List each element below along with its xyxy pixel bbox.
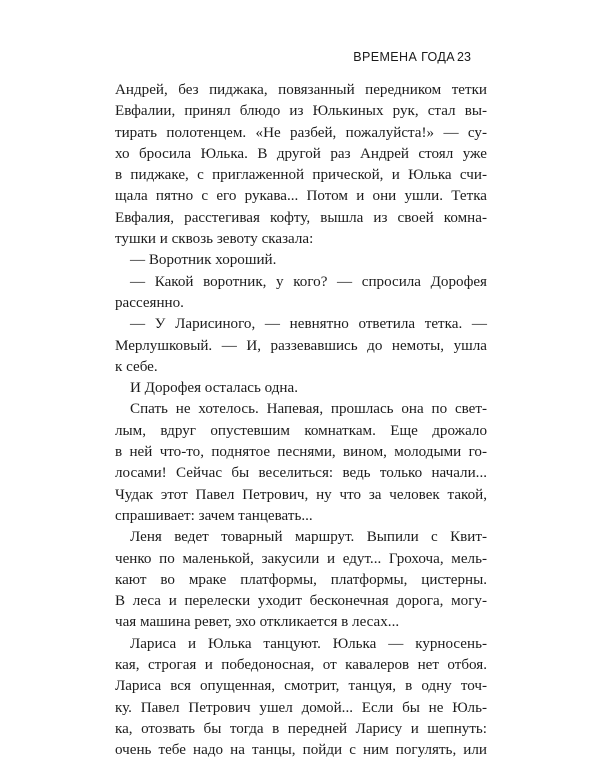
text-line: — У Ларисиного, — невнятно ответила тетка. — bbox=[130, 316, 487, 333]
text-line: — Какой воротник, у кого? — спросила Дорофея bbox=[130, 273, 487, 290]
text-line: Чудак этот Павел Петрович, ну что за человек такой, bbox=[115, 486, 487, 503]
text-line: чая машина ревет, эхо откликается в лесах... bbox=[115, 614, 400, 631]
text-line: кают во мраке платформы, платформы, цистерны. bbox=[115, 571, 487, 588]
text-line: Андрей, без пиджака, повязанный передником тетки bbox=[115, 82, 487, 98]
text-line: Мерлушковый. — И, раззевавшись до немоты, ушла bbox=[115, 337, 487, 354]
text-line: в пиджаке, с приглаженной прической, и Юлька счи- bbox=[115, 167, 487, 184]
running-title: ВРЕМЕНА ГОДА bbox=[353, 50, 455, 64]
text-line: лым, вдруг опустевшим комнаткам. Еще дрожало bbox=[115, 422, 487, 439]
text-line: — Воротник хороший. bbox=[130, 252, 277, 269]
text-line: И Дорофея осталась одна. bbox=[130, 380, 298, 397]
text-line: тирать полотенцем. «Не разбей, пожалуйста!» — су- bbox=[115, 124, 487, 141]
text-line: Леня ведет товарный маршрут. Выпили с Квит- bbox=[130, 529, 487, 546]
text-line: тушки и сквозь зевоту сказала: bbox=[115, 231, 314, 248]
text-line: Евфалия, расстегивая кофту, вышла из своей комна- bbox=[115, 209, 487, 226]
text-line: рассеянно. bbox=[115, 294, 184, 311]
text-line: щала пятно с его рукава... Потом и они ушли. Тетка bbox=[115, 188, 487, 205]
text-line: ку. Павел Петрович ушел домой... Если бы не Юль- bbox=[115, 699, 487, 716]
text-line: Лариса и Юлька танцуют. Юлька — курносень- bbox=[130, 635, 487, 652]
text-line: лосами! Сейчас бы веселиться: ведь только начали... bbox=[115, 465, 487, 482]
text-line: ченко по маленькой, закусили и едут... Грохоча, мель- bbox=[115, 550, 487, 567]
text-line: кая, строгая и победоносная, от кавалеров нет отбоя. bbox=[115, 657, 487, 674]
text-line: Лариса вся опущенная, смотрит, танцуя, в одну точ- bbox=[115, 678, 487, 695]
text-line: спрашивает: зачем танцевать... bbox=[115, 507, 313, 524]
text-line: Спать не хотелось. Напевая, прошлась она по свет- bbox=[130, 401, 487, 418]
text-line: В леса и перелески уходит бесконечная дорога, могу- bbox=[115, 593, 487, 610]
page-number: 23 bbox=[457, 50, 471, 64]
text-line: Евфалии, принял блюдо из Юлькиных рук, стал вы- bbox=[115, 103, 487, 120]
text-line: в ней что-то, поднятое песнями, вином, молодыми го- bbox=[115, 444, 487, 461]
text-line: хо бросила Юлька. В другой раз Андрей стоял уже bbox=[115, 145, 487, 162]
body-text bbox=[115, 80, 487, 762]
text-line: ка, отозвать бы тогда в передней Ларису и шепнуть: bbox=[115, 720, 487, 737]
text-line: очень тебе надо на танцы, пойди с ним погулять, или bbox=[115, 742, 487, 759]
text-line: к себе. bbox=[115, 358, 158, 375]
